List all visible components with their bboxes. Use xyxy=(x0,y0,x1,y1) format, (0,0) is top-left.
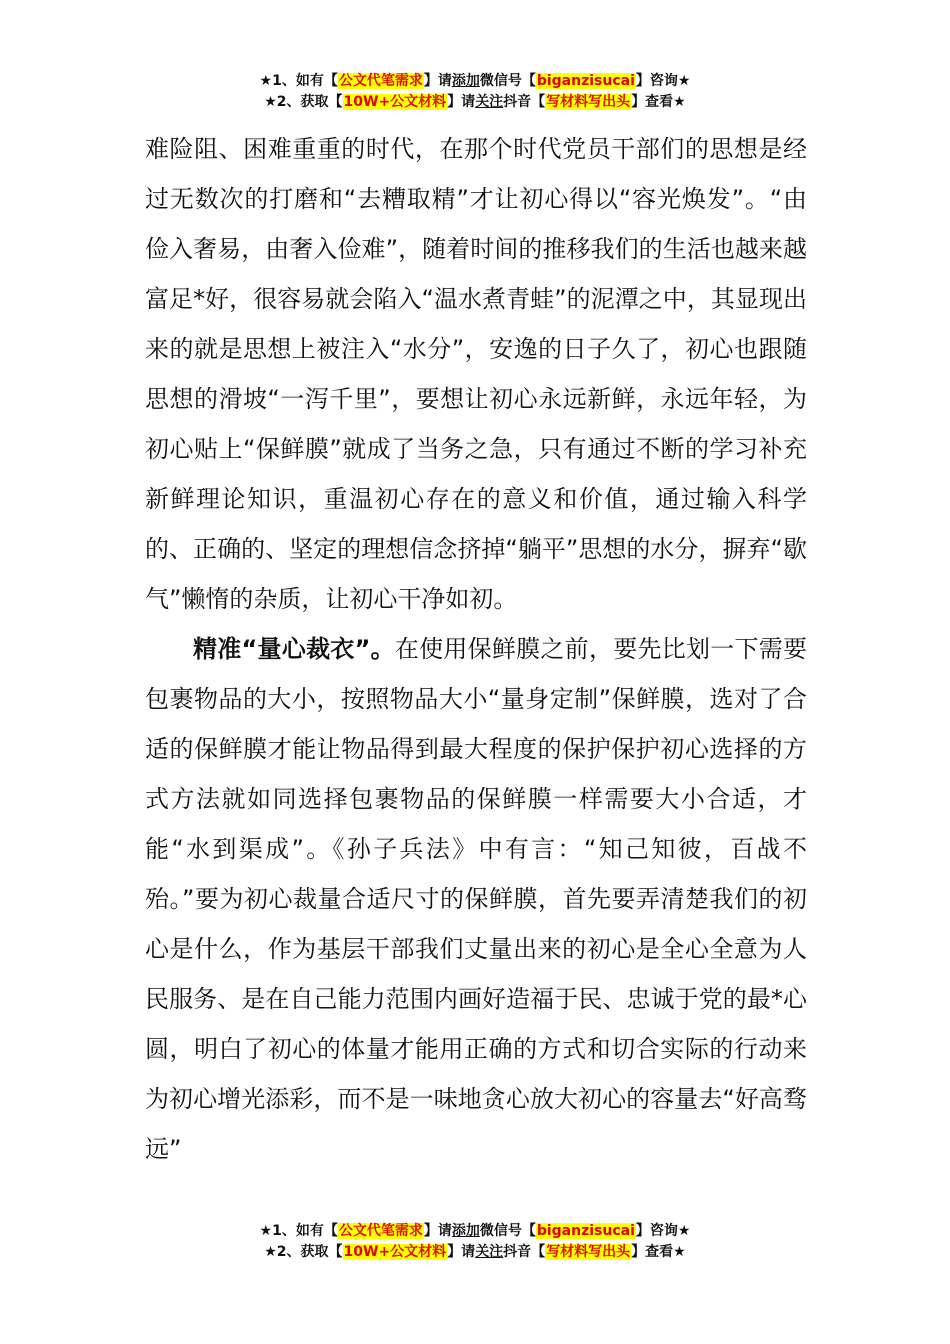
banner-highlight: 10W+公文材料 xyxy=(343,94,447,110)
banner-wechat-id: biganzisucai xyxy=(536,1223,635,1239)
document-body xyxy=(145,124,807,1174)
banner-text: ★1、如有【 xyxy=(259,1223,338,1239)
paragraph-1: 难险阻、困难重重的时代，在那个时代党员干部们的思想是经过无数次的打磨和“去糟取精”才让初心得以“容光焕发”。“由俭入奢易，由奢入俭难”，随着时间的推移我们的生活也越来越富足*好，很容易就会陷入“温水煮青蛙”的泥潭之中，其显现出来的就是思想上被注入“水分”，安逸的日子久了，初心也跟随思想的滑坡“一泻千里”，要想让初心永远新鲜，永远年轻，为初心贴上“保鲜膜”就成了当务之急，只有通过不断的学习补充新鲜理论知识，重温初心存在的意义和价值，通过输入科学的、正确的、坚定的理想信念挤掉“躺平”思想的水分，摒弃“歇气”懒惰的杂质，让初心干净如初。 xyxy=(145,135,807,613)
banner-wechat-id: biganzisucai xyxy=(536,73,635,89)
banner-text: 】请 xyxy=(423,73,452,89)
banner-text: 】咨询★ xyxy=(635,73,691,89)
banner-text: ★2、获取【 xyxy=(264,94,343,110)
banner-text: ★1、如有【 xyxy=(259,73,338,89)
banner-line-2 xyxy=(0,1242,950,1263)
banner-underline: 添加 xyxy=(451,73,480,89)
banner-highlight: 10W+公文材料 xyxy=(343,1244,447,1260)
paragraph-2-text: 在使用保鲜膜之前，要先比划一下需要包裹物品的大小，按照物品大小“量身定制”保鲜膜，选对了合适的保鲜膜才能让物品得到最大程度的保护保护初心选择的方式方法就如同选择包裹物品的保鲜膜一样需要大小合适，才能“水到渠成”。《孙子兵法》中有言：“知己知彼，百战不殆。”要为初心裁量合适尺寸的保鲜膜，首先要弄清楚我们的初心是什么，作为基层干部我们丈量出来的初心是全心全意为人民服务、是在自己能力范围内画好造福于民、忠诚于党的最*心圆，明白了初心的体量才能用正确的方式和切合实际的行动来为初心增光添彩，而不是一味地贪心放大初心的容量去“好高骛远” xyxy=(145,635,808,1163)
banner-text: 微信号【 xyxy=(479,73,536,89)
banner-text: 】请 xyxy=(447,1244,476,1260)
banner-text: 抖音【 xyxy=(503,94,546,110)
paragraph-2-lead: 精准“量心裁衣”。 xyxy=(193,635,395,663)
banner-douyin-account: 写材料写出头 xyxy=(546,1244,631,1260)
paragraph-2 xyxy=(145,624,807,1174)
banner-underline: 关注 xyxy=(475,1244,504,1260)
banner-text: 】查看★ xyxy=(631,94,686,110)
banner-text: 】请 xyxy=(447,94,476,110)
banner-text: 微信号【 xyxy=(479,1223,536,1239)
banner-text: ★2、获取【 xyxy=(264,1244,343,1260)
banner-text: 】咨询★ xyxy=(635,1223,691,1239)
banner-highlight: 公文代笔需求 xyxy=(338,1223,423,1239)
banner-douyin-account: 写材料写出头 xyxy=(546,94,631,110)
banner-line-1 xyxy=(0,1221,950,1242)
banner-text: 抖音【 xyxy=(503,1244,546,1260)
header-banner xyxy=(0,71,950,113)
banner-text: 】请 xyxy=(423,1223,452,1239)
banner-line-1 xyxy=(0,71,950,92)
banner-underline: 添加 xyxy=(451,1223,480,1239)
banner-line-2 xyxy=(0,92,950,113)
banner-highlight: 公文代笔需求 xyxy=(338,73,423,89)
banner-underline: 关注 xyxy=(475,94,504,110)
footer-banner xyxy=(0,1221,950,1263)
banner-text: 】查看★ xyxy=(631,1244,686,1260)
